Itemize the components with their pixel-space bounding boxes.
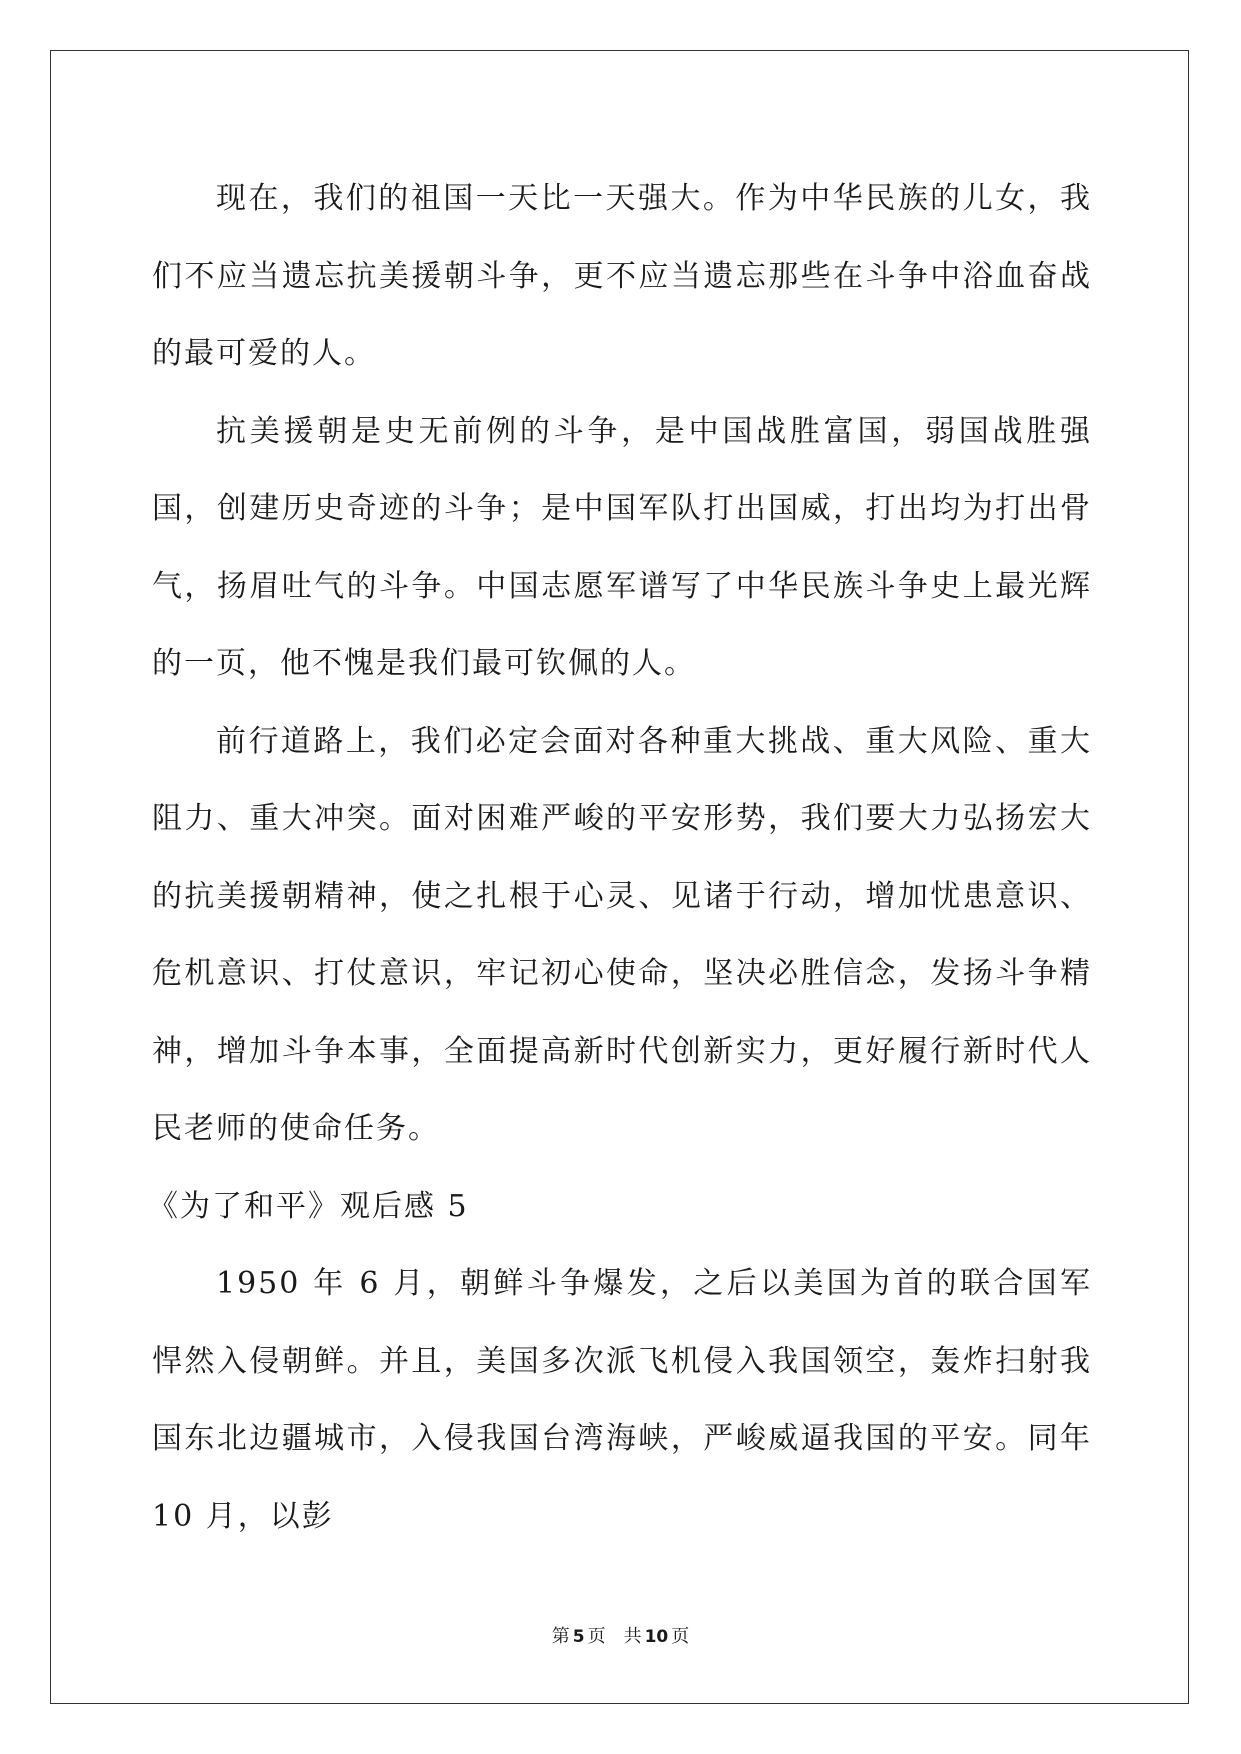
section-heading: 《为了和平》观后感 5 xyxy=(148,1188,469,1224)
page-footer xyxy=(0,1622,1241,1648)
section-paragraph: 1950 年 6 月，朝鲜斗争爆发，之后以美国为首的联合国军悍然入侵朝鲜。并且，美国多次派飞机侵入我国领空，轰炸扫射我国东北边疆城市，入侵我国台湾海峡，严峻威逼我国的平安。同年 10 月，以彭 xyxy=(152,1266,1092,1534)
page-prefix: 第 xyxy=(551,1626,570,1647)
page-suffix: 页 xyxy=(587,1626,606,1647)
page-number: 5 xyxy=(572,1627,585,1647)
total-suffix: 页 xyxy=(671,1626,690,1647)
paragraph-2: 抗美援朝是史无前例的斗争，是中国战胜富国，弱国战胜强国，创建历史奇迹的斗争；是中国军队打出国威，打出均为打出骨气，扬眉吐气的斗争。中国志愿军谱写了中华民族斗争史上最光辉的一页，他不愧是我们最可钦佩的人。 xyxy=(152,413,1092,681)
document-body xyxy=(148,160,1092,1555)
total-prefix: 共 xyxy=(623,1626,642,1647)
total-pages: 10 xyxy=(644,1627,669,1647)
paragraph-1: 现在，我们的祖国一天比一天强大。作为中华民族的儿女，我们不应当遗忘抗美援朝斗争，更不应当遗忘那些在斗争中浴血奋战的最可爱的人。 xyxy=(152,181,1092,371)
paragraph-3: 前行道路上，我们必定会面对各种重大挑战、重大风险、重大阻力、重大冲突。面对困难严峻的平安形势，我们要大力弘扬宏大的抗美援朝精神，使之扎根于心灵、见诸于行动，增加忧患意识、危机意识、打仗意识，牢记初心使命，坚决必胜信念，发扬斗争精神，增加斗争本事，全面提高新时代创新实力，更好履行新时代人民老师的使命任务。 xyxy=(152,723,1092,1146)
